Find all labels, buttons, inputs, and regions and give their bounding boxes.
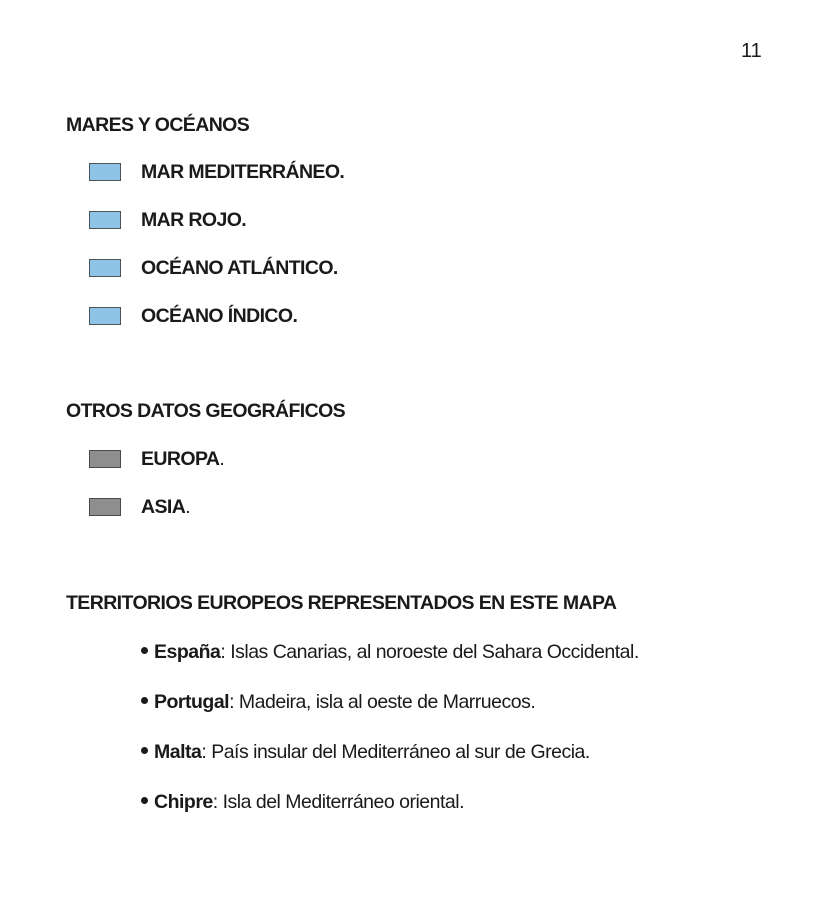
bullet-text: : Madeira, isla al oeste de Marruecos. [229, 691, 536, 713]
section-heading-geo: OTROS DATOS GEOGRÁFICOS [66, 400, 346, 422]
water-swatch-icon [89, 211, 121, 229]
water-swatch-icon [89, 307, 121, 325]
legend-item-asia: ASIA. [89, 495, 121, 519]
section-heading-seas: MARES Y OCÉANOS [66, 114, 250, 136]
bullet-text: : País insular del Mediterráneo al sur de Grecia. [201, 741, 590, 763]
legend-label: OCÉANO ÍNDICO [141, 305, 293, 327]
legend-item-mediterranean: MAR MEDITERRÁNEO. [89, 160, 121, 184]
legend-label: ASIA [141, 496, 186, 518]
water-swatch-icon [89, 163, 121, 181]
bullet-term: Chipre [154, 791, 213, 813]
bullet-icon [141, 747, 148, 754]
bullet-icon [141, 797, 148, 804]
bullet-item-portugal [141, 691, 535, 714]
legend-item-europe: EUROPA. [89, 447, 121, 471]
legend-item-red-sea: MAR ROJO. [89, 208, 121, 232]
legend-label: MAR MEDITERRÁNEO [141, 161, 340, 183]
bullet-icon [141, 647, 148, 654]
legend-label: MAR ROJO [141, 209, 242, 231]
legend-label: EUROPA [141, 448, 220, 470]
page-number: 11 [741, 40, 762, 62]
land-swatch-icon [89, 498, 121, 516]
bullet-item-malta [141, 741, 590, 764]
bullet-text: : Islas Canarias, al noroeste del Sahara Occidental. [220, 641, 639, 663]
legend-item-atlantic: OCÉANO ATLÁNTICO. [89, 256, 121, 280]
land-swatch-icon [89, 450, 121, 468]
bullet-icon [141, 697, 148, 704]
bullet-term: Malta [154, 741, 202, 763]
bullet-item-cyprus [141, 791, 464, 814]
water-swatch-icon [89, 259, 121, 277]
section-heading-territories: TERRITORIOS EUROPEOS REPRESENTADOS EN ESTE MAPA [66, 592, 617, 614]
bullet-item-spain [141, 641, 639, 664]
bullet-term: Portugal [154, 691, 230, 713]
legend-label: OCÉANO ATLÁNTICO [141, 257, 333, 279]
bullet-term: España [154, 641, 221, 663]
bullet-text: : Isla del Mediterráneo oriental. [212, 791, 464, 813]
legend-item-indian: OCÉANO ÍNDICO. [89, 304, 121, 328]
